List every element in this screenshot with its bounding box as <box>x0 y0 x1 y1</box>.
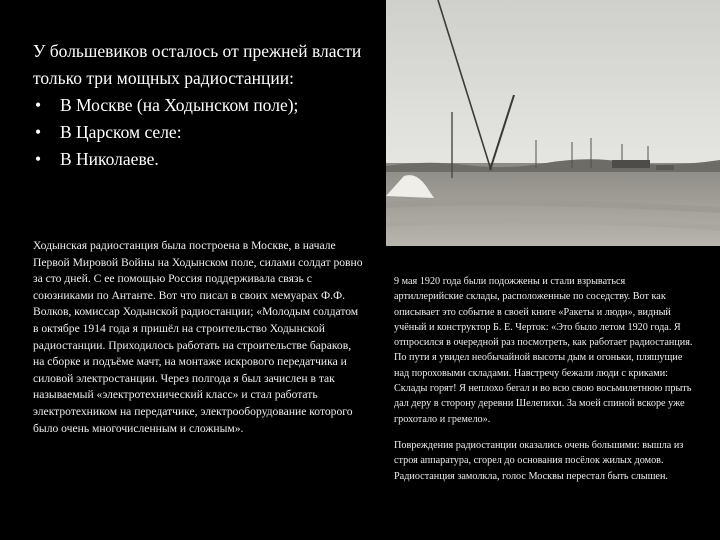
heading-intro: У большевиков осталось от прежней власти только три мощных радиостанции: <box>33 41 362 88</box>
bullet-item-tsarskoe-selo: • В Царском селе: <box>33 119 373 146</box>
heading-block <box>33 38 373 173</box>
explosion-account-block <box>394 274 694 495</box>
radio-station-photo <box>386 0 720 246</box>
explosion-account-paragraph: 9 мая 1920 года были подожжены и стали взрываться артиллерийские склады, расположенные по соседству. Вот как описывает это событие в своей книге «Ракеты и люди», видный учёный и конструктор Б. Е. Черток: «Это было летом 1920 года. Я отпросился в очередной раз посмотреть, как работает радиостанция. По пути я увидел необычайной высоты дым и огоньки, пляшущие над пороховыми складами. Навстречу бежали люди с криками: Склады горят! Я неплохо бегал и во всю свою восьмилетнюю прыть дал деру в сторону деревни Шелепихи. За моей спиной вскоре уже грохотало и гремело». <box>394 276 693 425</box>
bullet-item-moscow: • В Москве (на Ходынском поле); <box>33 92 373 119</box>
damage-paragraph: Повреждения радиостанции оказались очень большими: вышла из строя аппаратура, сгорел до основания посёлок жилых домов. Радиостанция замолкла, голос Москвы перестал быть слышен. <box>394 439 684 482</box>
khodynka-history-paragraph: Ходынская радиостанция была построена в Москве, в начале Первой Мировой Войны на Ходынском поле, силами солдат ровно за сто дней. С ее помощью Россия поддерживала связь с союзниками по Антанте. Вот что писал в своих мемуарах Ф.Ф. Волков, комиссар Ходынской радиостанции; «Молодым солдатом в октябре 1914 года я пришёл на строительство Ходынской радиостанции. Приходилось работать на строительстве бараков, на сборке и подъёме мачт, на монтаже искрового передатчика и силовой электростанции. Через полгода я был зачислен в так называемый «электротехнический класс» и стал работать электротехником на передатчике, электрооборудование которого было очень многочисленным и сложным». <box>33 239 363 435</box>
radio-stations-list <box>33 92 373 173</box>
bullet-item-nikolaev: • В Николаеве. <box>33 146 373 173</box>
